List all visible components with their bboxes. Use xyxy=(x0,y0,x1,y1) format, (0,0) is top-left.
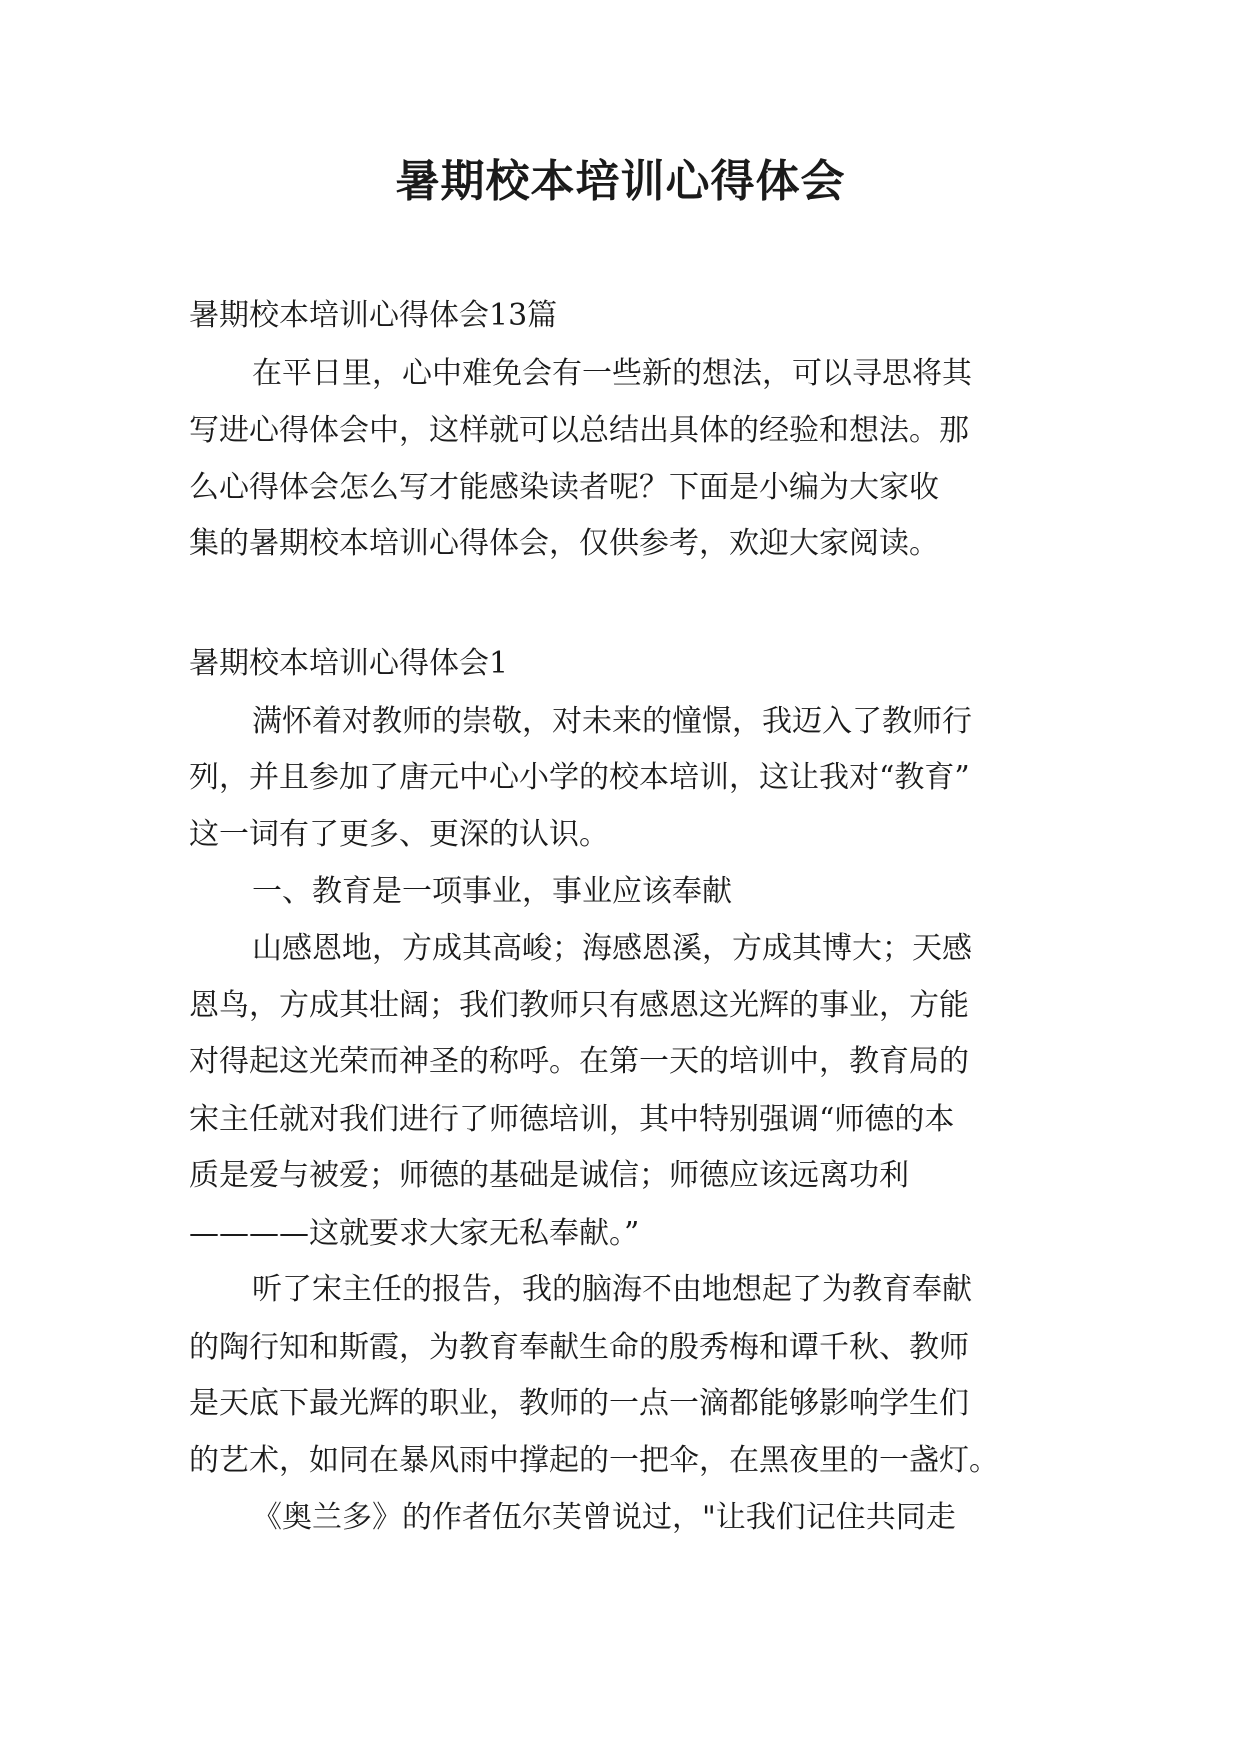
intro-line-1: 在平日里，心中难免会有一些新的想法，可以寻思将其 xyxy=(252,356,972,391)
paragraph-line: 质是爱与被爱；师德的基础是诚信；师德应该远离功利 xyxy=(189,1158,909,1193)
subtitle-line: 暑期校本培训心得体会13篇 xyxy=(189,298,558,333)
document-title: 暑期校本培训心得体会 xyxy=(395,156,846,207)
subheading-line: 一、教育是一项事业，事业应该奉献 xyxy=(252,874,732,909)
paragraph-line: 是天底下最光辉的职业，教师的一点一滴都能够影响学生们 xyxy=(189,1386,969,1421)
intro-line-2: 写进心得体会中，这样就可以总结出具体的经验和想法。那 xyxy=(189,413,969,448)
intro-line-3: 么心得体会怎么写才能感染读者呢？下面是小编为大家收 xyxy=(189,470,939,505)
paragraph-line: 山感恩地，方成其高峻；海感恩溪，方成其博大；天感 xyxy=(252,931,972,966)
paragraph-line: 宋主任就对我们进行了师德培训，其中特别强调“师德的本 xyxy=(189,1102,955,1137)
paragraph-line: 对得起这光荣而神圣的称呼。在第一天的培训中，教育局的 xyxy=(189,1044,969,1079)
paragraph-line: 列，并且参加了唐元中心小学的校本培训，这让我对“教育” xyxy=(189,760,970,795)
paragraph-line: 恩鸟，方成其壮阔；我们教师只有感恩这光辉的事业，方能 xyxy=(189,988,969,1023)
paragraph-line: 这一词有了更多、更深的认识。 xyxy=(189,817,609,852)
paragraph-line: 的艺术，如同在暴风雨中撑起的一把伞，在黑夜里的一盏灯。 xyxy=(189,1443,999,1478)
paragraph-line: 的陶行知和斯霞，为教育奉献生命的殷秀梅和谭千秋、教师 xyxy=(189,1330,969,1365)
paragraph-line: 听了宋主任的报告，我的脑海不由地想起了为教育奉献 xyxy=(252,1272,972,1307)
section-heading: 暑期校本培训心得体会1 xyxy=(189,646,509,681)
paragraph-line: 满怀着对教师的崇敬，对未来的憧憬，我迈入了教师行 xyxy=(252,704,972,739)
paragraph-line: ————这就要求大家无私奉献。” xyxy=(189,1216,640,1251)
paragraph-line: 《奥兰多》的作者伍尔芙曾说过，"让我们记住共同走 xyxy=(252,1500,956,1535)
intro-line-4: 集的暑期校本培训心得体会，仅供参考，欢迎大家阅读。 xyxy=(189,526,939,561)
